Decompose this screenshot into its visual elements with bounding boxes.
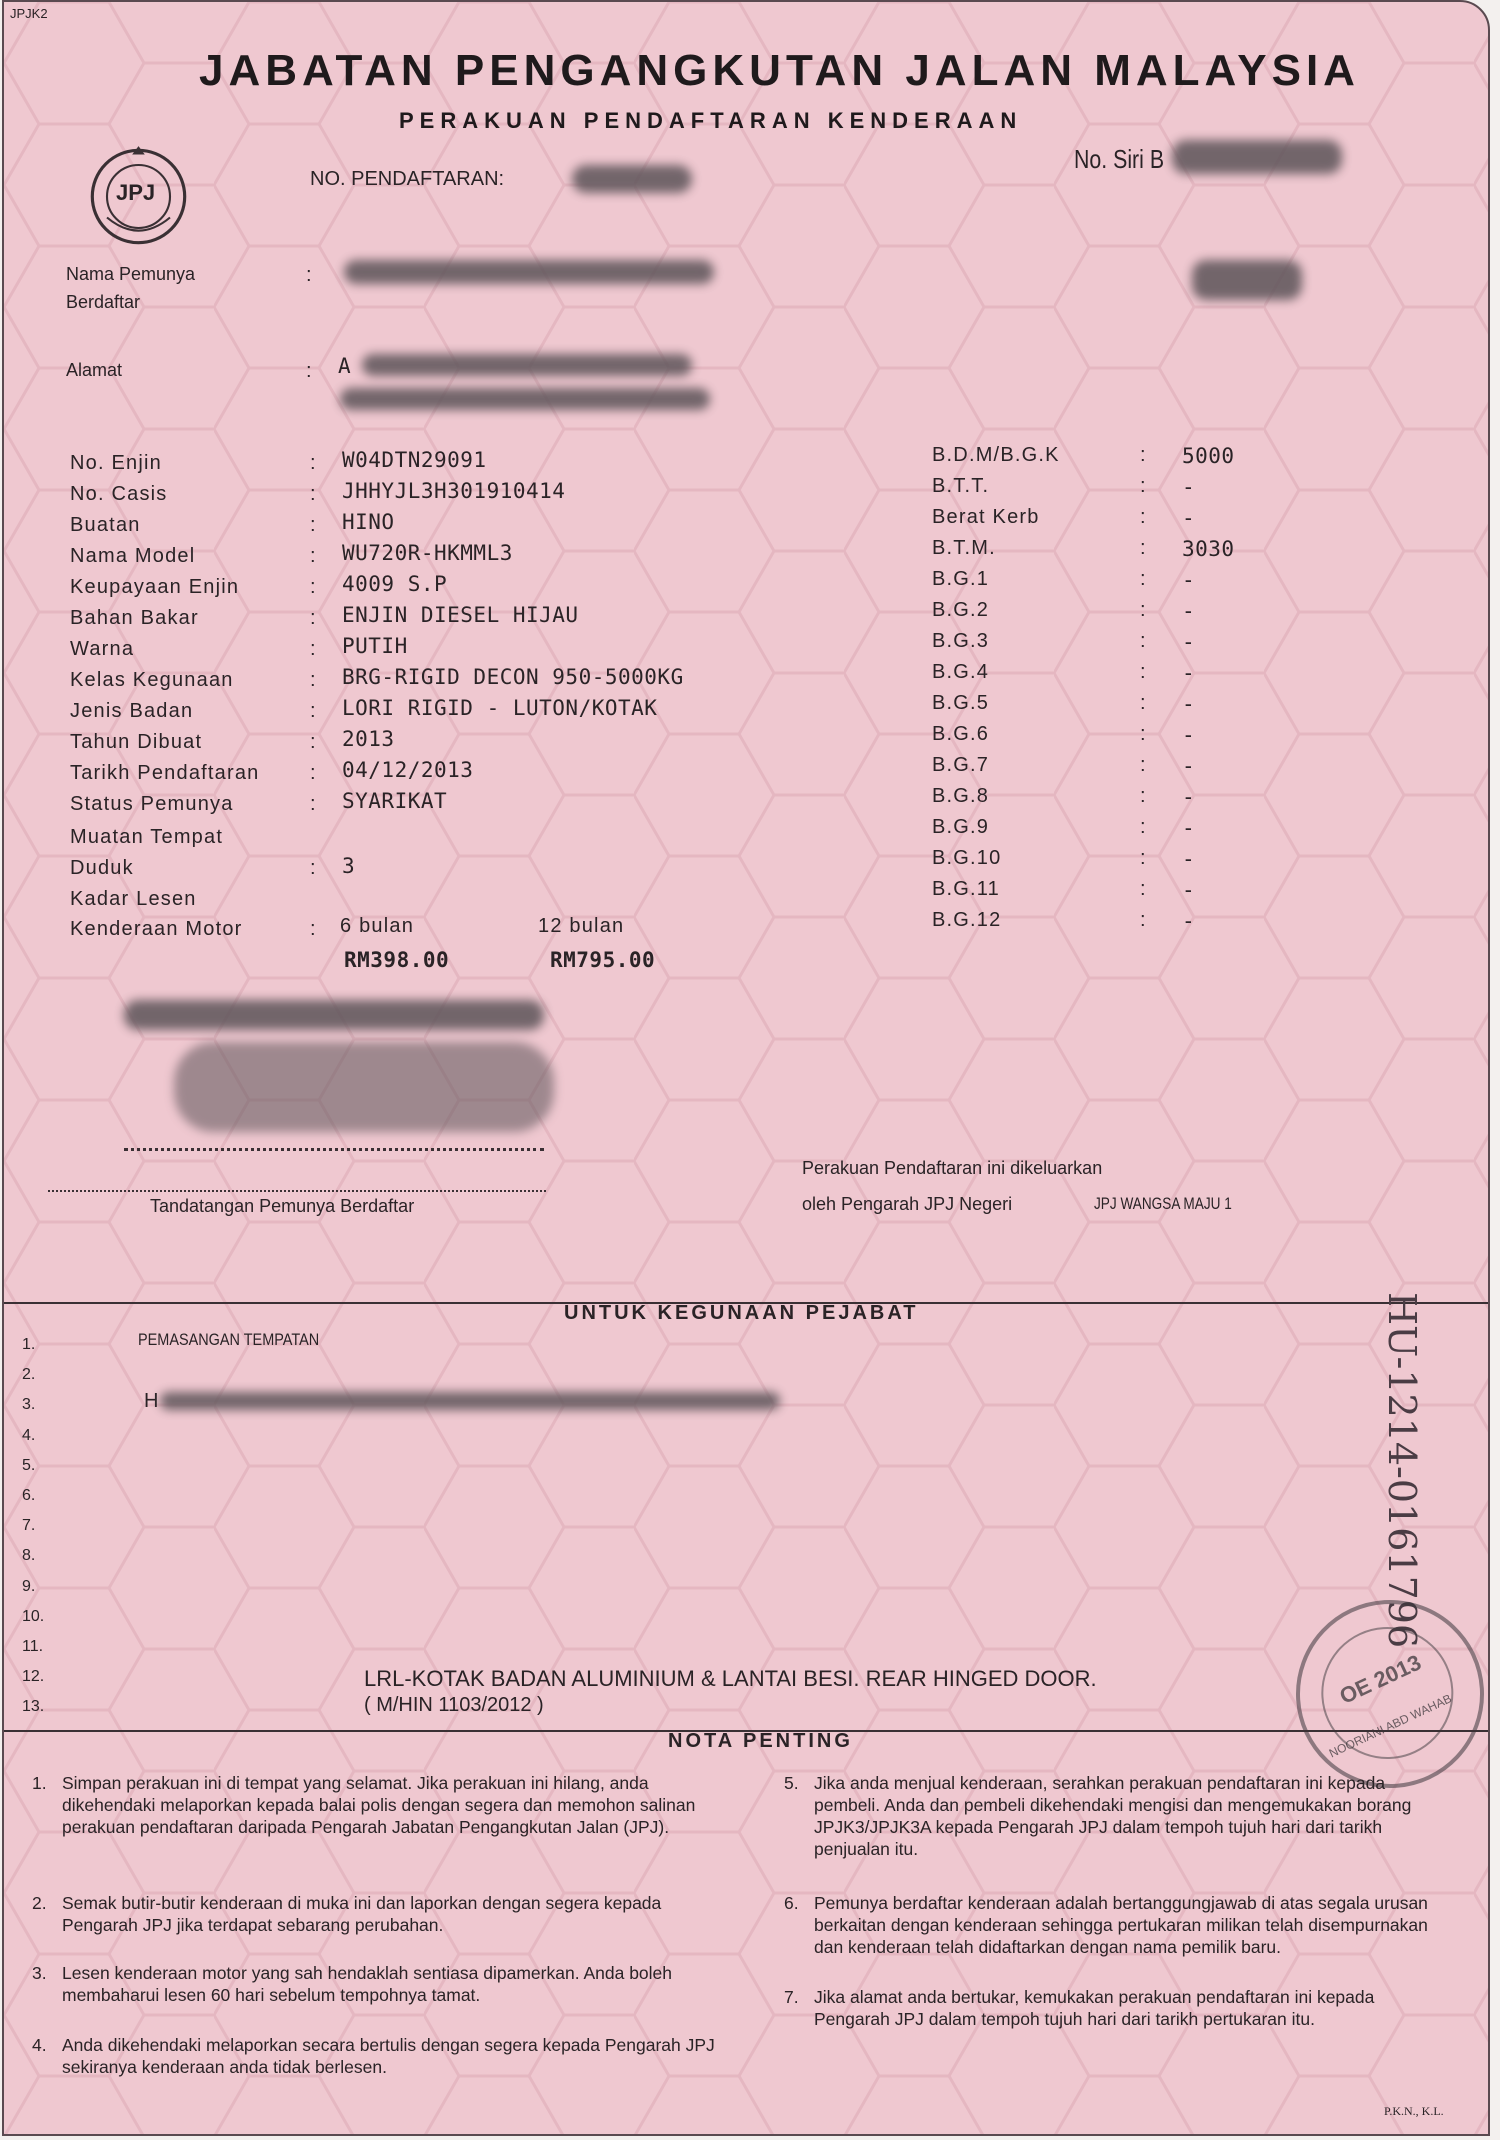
field-label: Bahan Bakar: [70, 607, 199, 629]
weight-label: B.G.2: [932, 599, 990, 621]
office-use-title: UNTUK KEGUNAAN PEJABAT: [564, 1302, 919, 1324]
colon: :: [310, 731, 316, 753]
note-item: [784, 1772, 1454, 1860]
colon: :: [310, 793, 316, 815]
line-number: 8.: [22, 1547, 36, 1565]
note-number: 6.: [784, 1893, 799, 1913]
field-label: Warna: [70, 638, 135, 660]
note-number: 7.: [784, 1987, 799, 2007]
serial-label: No. Siri B: [1074, 144, 1165, 174]
address-line1-redacted: [362, 354, 692, 376]
field-value: ENJIN DIESEL HIJAU: [342, 603, 579, 627]
note-item: [784, 1986, 1454, 2030]
field-value: PUTIH: [342, 634, 408, 658]
seating-label-2: Duduk: [70, 857, 134, 879]
field-label: Status Pemunya: [70, 793, 234, 815]
weight-label: B.G.11: [932, 878, 1000, 900]
signature-name-redacted: [124, 1000, 544, 1030]
colon: :: [310, 918, 316, 940]
weight-value: -: [1182, 630, 1196, 654]
office-entry-12: LRL-KOTAK BADAN ALUMINIUM & LANTAI BESI. REAR HINGED DOOR.: [364, 1666, 1097, 1691]
field-label: Tarikh Pendaftaran: [70, 762, 260, 784]
license-label: Kadar Lesen: [70, 888, 197, 910]
office-entry-3-prefix: H: [144, 1390, 159, 1412]
weight-label: B.G.4: [932, 661, 990, 683]
colon: :: [1140, 909, 1146, 931]
note-text: Lesen kenderaan motor yang sah hendaklah sentiasa dipamerkan. Anda boleh membaharui lesen 60 hari sebelum tempohnya tamat.: [62, 1963, 673, 2005]
weight-value: -: [1182, 568, 1196, 592]
weight-label: B.G.3: [932, 630, 990, 652]
serial-redacted: [1172, 140, 1342, 174]
colon: :: [1140, 444, 1146, 466]
note-number: 5.: [784, 1773, 799, 1793]
colon: :: [1140, 630, 1146, 652]
colon: :: [1140, 847, 1146, 869]
colon: :: [1140, 723, 1146, 745]
license-label-2: Kenderaan Motor: [70, 918, 243, 940]
weight-label: B.T.T.: [932, 475, 990, 497]
line-number: 6.: [22, 1487, 36, 1504]
field-value: 04/12/2013: [342, 758, 474, 782]
license-six-label: 6 bulan: [340, 915, 415, 937]
note-text: Jika anda menjual kenderaan, serahkan perakuan pendaftaran ini kepada pembeli. Anda dan pembeli dikehendaki mengisi dan mengemukakan borang JPJK3/JPJK3A kepada Pengarah JPJ dalam tempoh tujuh hari dari tarikh penjualan itu.: [814, 1773, 1412, 1859]
colon: :: [310, 607, 316, 629]
note-text: Anda dikehendaki melaporkan secara bertulis dengan segera kepada Pengarah JPJ sekiranya kenderaan anda tidak berlesen.: [62, 2035, 715, 2077]
footer-code: P.K.N., K.L.: [1384, 2104, 1444, 2118]
field-label: No. Casis: [70, 483, 168, 505]
field-value: HINO: [342, 510, 395, 534]
colon: :: [310, 452, 316, 474]
colon: :: [1140, 599, 1146, 621]
seating-value: 3: [342, 854, 356, 878]
note-text: Pemunya berdaftar kenderaan adalah bertanggungjawab di atas segala urusan berkaitan dengan kenderaan sehingga pertukaran milikan telah disempurnakan dan kenderaan telah didaftarkan dengan nama pemilik baru.: [814, 1893, 1428, 1957]
field-value: JHHYJL3H301910414: [342, 479, 566, 503]
note-number: 2.: [32, 1893, 47, 1913]
colon: :: [310, 700, 316, 722]
owner-name-redacted: [344, 260, 714, 284]
line-number: 1.: [22, 1336, 36, 1353]
seating-label: Muatan Tempat: [70, 826, 224, 848]
note-number: 3.: [32, 1963, 47, 1983]
handwritten-note: HU-1214-0161796: [1380, 1292, 1424, 1649]
colon: :: [310, 576, 316, 598]
issuing-office: JPJ WANGSA MAJU 1: [1094, 1194, 1232, 1213]
registration-certificate: [2, 0, 1490, 2136]
field-label: Jenis Badan: [70, 700, 194, 722]
field-value: WU720R-HKMML3: [342, 541, 513, 565]
weight-label: B.G.1: [932, 568, 990, 590]
address-label: Alamat: [66, 360, 123, 380]
note-item: [32, 1892, 732, 1936]
registration-redacted: [572, 165, 692, 193]
field-value: 2013: [342, 727, 395, 751]
issued-line2: oleh Pengarah JPJ Negeri: [802, 1194, 1013, 1214]
colon: :: [1140, 661, 1146, 683]
note-item: [784, 1892, 1454, 1958]
weight-value: -: [1182, 816, 1196, 840]
field-label: Keupayaan Enjin: [70, 576, 240, 598]
office-entry-13: ( M/HIN 1103/2012 ): [364, 1694, 544, 1716]
weight-value: -: [1182, 506, 1196, 530]
line-number: 2.: [22, 1366, 36, 1384]
weight-value: -: [1182, 878, 1196, 902]
field-value: LORI RIGID - LUTON/KOTAK: [342, 696, 658, 720]
weight-label: B.G.12: [932, 909, 1002, 931]
form-code: JPJK2: [10, 6, 48, 21]
field-value: BRG-RIGID DECON 950-5000KG: [342, 665, 684, 689]
weight-value: -: [1182, 909, 1196, 933]
colon: :: [1140, 537, 1146, 559]
weight-label: B.D.M/B.G.K: [932, 444, 1060, 466]
colon: :: [1140, 475, 1146, 497]
line-number: 10.: [22, 1607, 45, 1625]
colon: :: [310, 483, 316, 505]
line-number: 5.: [22, 1456, 36, 1474]
field-label: Buatan: [70, 514, 141, 536]
weight-label: Berat Kerb: [932, 506, 1040, 528]
weight-label: B.G.8: [932, 785, 990, 807]
field-label: Kelas Kegunaan: [70, 669, 234, 691]
weight-value: -: [1182, 599, 1196, 623]
office-entry-3-redacted: [160, 1392, 780, 1410]
colon: :: [1140, 816, 1146, 838]
line-number: 13.: [22, 1698, 45, 1716]
weight-label: B.G.9: [932, 816, 990, 838]
license-twelve-value: RM795.00: [550, 948, 656, 972]
note-text: Simpan perakuan ini di tempat yang selamat. Jika perakuan ini hilang, anda dikehendaki melaporkan kepada balai polis dengan segera dan memohon salinan perakuan pendaftaran daripada Pengarah Jabatan Pengangkutan Jalan (JPJ).: [62, 1773, 696, 1837]
note-item: [32, 1772, 732, 1838]
note-text: Jika alamat anda bertukar, kemukakan perakuan pendaftaran ini kepada Pengarah JPJ dalam tempoh tujuh hari dari tarikh pertukaran itu.: [814, 1987, 1375, 2029]
weight-value: 5000: [1182, 444, 1235, 468]
address-line2-redacted: [340, 388, 710, 410]
colon: :: [1140, 878, 1146, 900]
license-six-value: RM398.00: [344, 948, 450, 972]
weight-value: -: [1182, 723, 1196, 747]
logo-text: JPJ: [116, 180, 156, 205]
note-text: Semak butir-butir kenderaan di muka ini dan laporkan dengan segera kepada Pengarah JPJ jika terdapat sebarang perubahan.: [62, 1893, 662, 1935]
signature-underline: [48, 1190, 546, 1192]
owner-name-label: Nama Pemunya: [66, 264, 196, 284]
address-prefix: A: [338, 354, 352, 378]
line-number: 11.: [22, 1638, 44, 1655]
weight-value: -: [1182, 847, 1196, 871]
owner-id-redacted: [1192, 260, 1302, 300]
colon: :: [306, 264, 312, 286]
signature-redacted: [174, 1042, 554, 1132]
field-value: 4009 S.P: [342, 572, 448, 596]
weight-value: 3030: [1182, 537, 1235, 561]
notes-title: NOTA PENTING: [668, 1730, 853, 1752]
weight-value: -: [1182, 785, 1196, 809]
note-number: 1.: [32, 1773, 47, 1793]
field-label: No. Enjin: [70, 452, 162, 474]
owner-name-label-2: Berdaftar: [66, 292, 141, 312]
weight-value: -: [1182, 475, 1196, 499]
weight-label: B.G.6: [932, 723, 990, 745]
line-number: 12.: [22, 1668, 45, 1686]
colon: :: [310, 762, 316, 784]
colon: :: [306, 360, 312, 382]
colon: :: [1140, 568, 1146, 590]
registration-label: NO. PENDAFTARAN:: [310, 168, 505, 190]
office-entry-1: PEMASANGAN TEMPATAN: [138, 1330, 320, 1349]
line-number: 9.: [22, 1577, 36, 1595]
colon: :: [1140, 754, 1146, 776]
note-number: 4.: [32, 2035, 47, 2055]
field-label: Nama Model: [70, 545, 196, 567]
field-value: W04DTN29091: [342, 448, 487, 472]
line-number: 7.: [22, 1517, 36, 1535]
signature-label: Tandatangan Pemunya Berdaftar: [150, 1196, 415, 1216]
colon: :: [310, 545, 316, 567]
weight-label: B.G.5: [932, 692, 990, 714]
line-number: 4.: [22, 1426, 36, 1444]
document-subtitle: PERAKUAN PENDAFTARAN KENDERAAN: [399, 108, 1023, 133]
document-title: JABATAN PENGANGKUTAN JALAN MALAYSIA: [199, 46, 1360, 95]
stamp-name: NOORIANI ABD WAHAB: [1326, 1691, 1454, 1761]
weight-value: -: [1182, 661, 1196, 685]
weight-label: B.G.10: [932, 847, 1002, 869]
field-label: Tahun Dibuat: [70, 731, 203, 753]
license-twelve-label: 12 bulan: [538, 915, 625, 937]
field-value: SYARIKAT: [342, 789, 448, 813]
stamp-date: OE 2013: [1335, 1649, 1425, 1709]
colon: :: [310, 857, 316, 879]
colon: :: [310, 638, 316, 660]
colon: :: [1140, 506, 1146, 528]
colon: :: [1140, 785, 1146, 807]
colon: :: [310, 514, 316, 536]
weight-label: B.G.7: [932, 754, 990, 776]
weight-value: -: [1182, 692, 1196, 716]
issued-line1: Perakuan Pendaftaran ini dikeluarkan: [802, 1158, 1103, 1178]
note-item: [32, 1962, 732, 2006]
colon: :: [310, 669, 316, 691]
weight-label: B.T.M.: [932, 537, 996, 559]
signature-line: [124, 1148, 544, 1151]
colon: :: [1140, 692, 1146, 714]
line-number: 3.: [22, 1396, 36, 1414]
weight-value: -: [1182, 754, 1196, 778]
note-item: [32, 2034, 732, 2078]
